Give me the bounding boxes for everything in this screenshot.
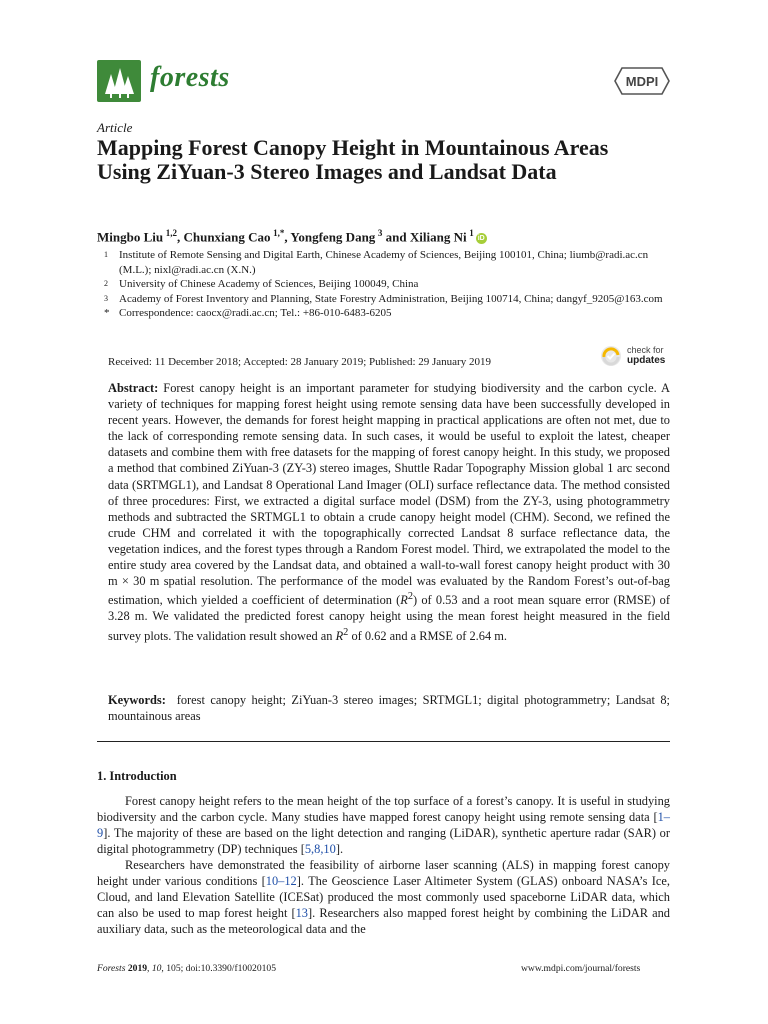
author-name: Mingbo Liu [97,229,164,245]
section-divider [97,741,670,742]
paragraph: Forest canopy height refers to the mean height of the top surface of a forest’s canopy. It is useful in studying biodiversity and the carbon cycle. Many studies have mapped forest canopy height using remote sensing data [1–9]. The majority of these are based on the light detection and ranging (LiDAR), synthetic aperture radar (SAR) or digital photogrammetry (DP) techniques [5,8,10]. [97,794,670,857]
affiliation-item: 2 University of Chinese Academy of Sciences, Beijing 100049, China [104,278,419,291]
check-updates-icon [600,345,622,367]
article-type: Article [97,120,133,135]
forests-logo-tree-icon [97,60,141,102]
introduction-text [97,793,670,937]
author-name: Xiliang Ni [409,229,467,245]
affiliations [97,248,669,321]
citation-link[interactable]: 10–12 [265,874,297,889]
citation-link[interactable]: 13 [295,906,308,921]
keywords: Keywords: forest canopy height; ZiYuan-3 stereo images; SRTMGL1; digital photogrammetry; Landsat 8; mountainous areas [108,693,670,724]
orcid-icon[interactable]: iD [477,235,485,243]
citation-link[interactable]: 5,8,10 [304,842,336,857]
abstract-label: Abstract: [108,381,159,395]
author-list: Mingbo Liu $^{1,2}$, Chunxiang Cao $^{1,*}$, Yongfeng Dang $^3$ and Xiliang Ni $^1$iD [97,228,485,245]
footer-citation: Forests 2019, 10, 105; doi:10.3390/f10020105 [97,963,277,974]
publisher-name: MDPI [625,74,659,89]
mdpi-logo-icon [614,66,670,96]
author-affil-mark: 1 [469,228,474,238]
affiliation-item: 1 Institute of Remote Sensing and Digital Earth, Chinese Academy of Sciences, Beijing 100101, China; liumb@radi.ac.cn (M.L.); nixl@radi.ac.cn (X.N.) [104,249,649,276]
publication-dates: Received: 11 December 2018; Accepted: 28 January 2019; Published: 29 January 2019 [108,356,491,368]
journal-name: forests [150,62,230,93]
author-name: Yongfeng Dang [290,229,376,245]
section-heading: 1. Introduction [97,769,177,783]
correspondence: * Correspondence: caocx@radi.ac.cn; Tel.: +86-010-6483-6205 [104,307,392,320]
affiliation-item: 3 Academy of Forest Inventory and Planning, State Forestry Administration, Beijing 100714, China; dangyf_9205@163.com [104,292,663,305]
abstract: Abstract: Forest canopy height is an important parameter for studying biodiversity and the carbon cycle. A variety of techniques for mapping forest height using remote sensing data have been successfully developed in recent years. However, the demands for forest height mapping in practical applications are often not met, due to the lack of corresponding remote sensing data. In such cases, it would be useful to exploit the latest, cheaper datasets and combine them with free datasets for the mapping of forest canopy height. In this study, we proposed a method that combined ZiYuan-3 (ZY-3) stereo images, Shuttle Radar Topography Mission global 1 arc second data (SRTMGL1), and Landsat 8 Operational Land Imager (OLI) surface reflectance data. The method consisted of three procedures: First, we extracted a digital surface model (DSM) from the ZY-3, using photogrammetry methods and subtracted the SRTMGL1 to obtain a crude canopy height model (CHM). Second, we refined the crude CHM and correlated it with the topographically corrected Landsat 8 surface reflectance data, the vegetation indices, and the forest types through a Random Forest model. Third, we extrapolated the model to the entire study area covered by the Landsat data, and obtained a wall-to-wall forest canopy height product with 30 m × 30 m spatial resolution. The performance of the model was evaluated by the Random Forest’s out-of-bag estimation, which yielded a coefficient of determination $(R^2)$ of 0.53 and a root mean square error (RMSE) of 3.28 m. We validated the predicted forest canopy height using the mean forest height measured in the field survey plots. The validation result showed an $R^2$ of 0.62 and a RMSE of 2.64 m. [108,381,670,643]
author-name: Chunxiang Cao [183,229,271,245]
author-affil-mark: 3 [377,228,383,238]
paragraph: Researchers have demonstrated the feasibility of airborne laser scanning (ALS) in mapping forest canopy height under various conditions [10–12]. The Geoscience Laser Altimeter System (GLAS) onboard NASA’s Ice, Cloud, and land Elevation Satellite (ICESat) produced the most commonly used spaceborne LiDAR data, which can also be used to map forest height [13]. Researchers also mapped forest height by combining the LiDAR and auxiliary data, such as the meteorological data and the [97,858,670,937]
check-for-updates-button[interactable]: check for updates [600,344,672,368]
keywords-label: Keywords: [108,693,166,707]
citation-link[interactable]: 1–9 [97,810,670,841]
author-affil-mark: 1,2 [165,228,177,238]
author-affil-mark: 1,* [273,228,285,238]
footer-journal-url[interactable]: www.mdpi.com/journal/forests [521,963,641,974]
paper-title: Mapping Forest Canopy Height in Mountainous Areas Using ZiYuan-3 Stereo Images and Landsat Data [97,135,609,184]
